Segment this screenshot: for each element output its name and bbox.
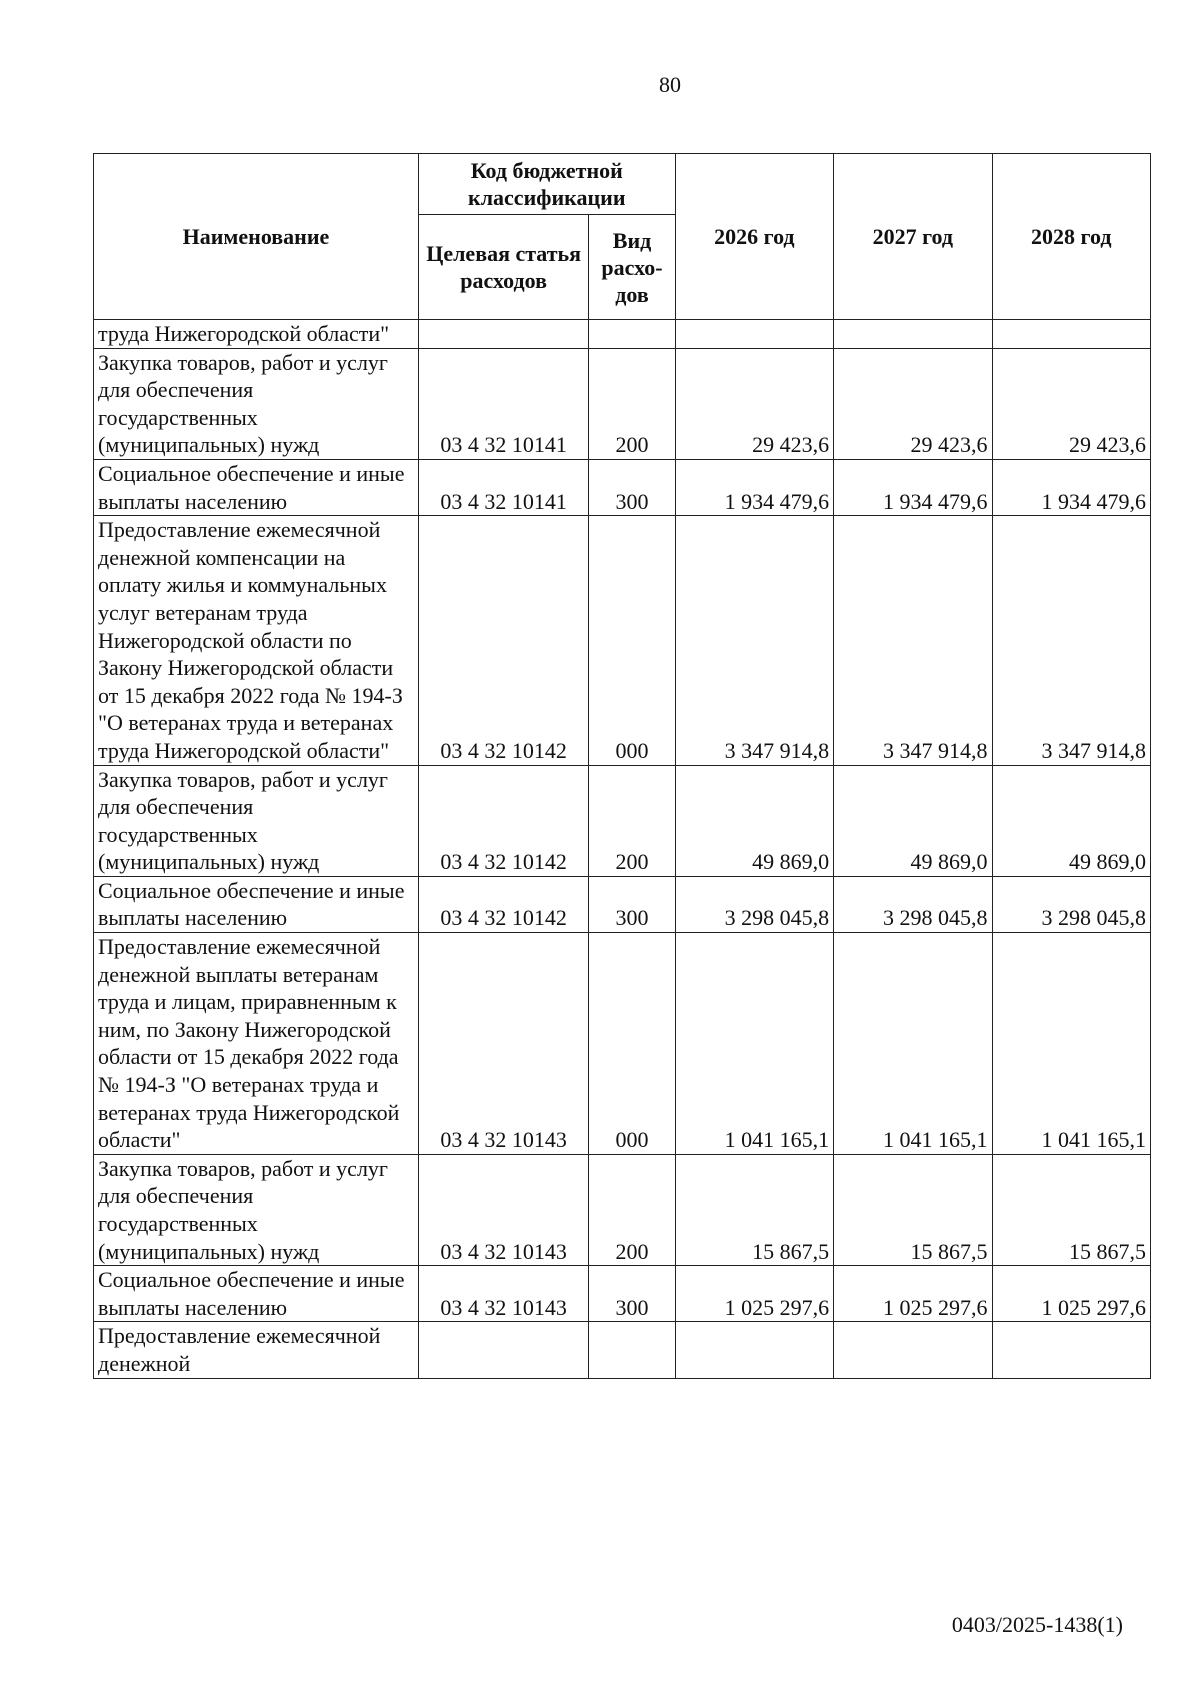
row-value-2027: 1 041 165,1 bbox=[834, 933, 992, 1155]
row-target-article: 03 4 32 10141 bbox=[418, 459, 588, 515]
row-value-2026 bbox=[675, 1322, 833, 1378]
table-header bbox=[94, 154, 1151, 320]
row-target-article: 03 4 32 10142 bbox=[418, 876, 588, 932]
table-body bbox=[94, 320, 1151, 1379]
row-value-2026: 1 041 165,1 bbox=[675, 933, 833, 1155]
row-value-2028: 29 423,6 bbox=[992, 348, 1151, 459]
row-value-2027: 1 934 479,6 bbox=[834, 459, 992, 515]
row-name: Закупка товаров, работ и услуг для обеспечения государственных (муниципальных) нужд bbox=[94, 765, 419, 876]
row-target-article: 03 4 32 10143 bbox=[418, 933, 588, 1155]
row-expense-type: 000 bbox=[589, 516, 675, 765]
table-row bbox=[94, 1154, 1151, 1265]
row-expense-type: 200 bbox=[589, 765, 675, 876]
row-value-2028: 1 025 297,6 bbox=[992, 1266, 1151, 1322]
row-value-2028: 1 041 165,1 bbox=[992, 933, 1151, 1155]
header-year-2026: 2026 год bbox=[675, 154, 833, 320]
row-name: Социальное обеспечение и иные выплаты населению bbox=[94, 876, 419, 932]
row-expense-type bbox=[589, 1322, 675, 1378]
row-value-2027 bbox=[834, 320, 992, 349]
header-kbk-group: Код бюджетной классификации bbox=[418, 154, 675, 215]
row-value-2028: 3 347 914,8 bbox=[992, 516, 1151, 765]
table-row bbox=[94, 765, 1151, 876]
row-expense-type bbox=[589, 320, 675, 349]
row-value-2027: 15 867,5 bbox=[834, 1154, 992, 1265]
row-expense-type: 200 bbox=[589, 348, 675, 459]
row-value-2028: 1 934 479,6 bbox=[992, 459, 1151, 515]
row-value-2027: 3 347 914,8 bbox=[834, 516, 992, 765]
row-value-2027 bbox=[834, 1322, 992, 1378]
row-expense-type: 000 bbox=[589, 933, 675, 1155]
header-name: Наименование bbox=[94, 154, 419, 320]
row-name: труда Нижегородской области" bbox=[94, 320, 419, 349]
row-name: Социальное обеспечение и иные выплаты населению bbox=[94, 459, 419, 515]
row-name: Социальное обеспечение и иные выплаты населению bbox=[94, 1266, 419, 1322]
table-row bbox=[94, 1266, 1151, 1322]
header-year-2027: 2027 год bbox=[834, 154, 992, 320]
page-number: 80 bbox=[659, 72, 681, 97]
row-value-2028 bbox=[992, 320, 1151, 349]
table-row bbox=[94, 320, 1151, 349]
row-value-2026: 1 934 479,6 bbox=[675, 459, 833, 515]
row-target-article: 03 4 32 10142 bbox=[418, 765, 588, 876]
table-row bbox=[94, 876, 1151, 932]
budget-table bbox=[93, 153, 1151, 1379]
row-value-2028 bbox=[992, 1322, 1151, 1378]
row-value-2026: 49 869,0 bbox=[675, 765, 833, 876]
row-name: Закупка товаров, работ и услуг для обеспечения государственных (муниципальных) нужд bbox=[94, 348, 419, 459]
table-row bbox=[94, 459, 1151, 515]
table-row bbox=[94, 933, 1151, 1155]
row-target-article bbox=[418, 1322, 588, 1378]
row-value-2026: 15 867,5 bbox=[675, 1154, 833, 1265]
table-row bbox=[94, 348, 1151, 459]
header-expense-type: Вид расхо-дов bbox=[589, 215, 675, 320]
row-value-2027: 1 025 297,6 bbox=[834, 1266, 992, 1322]
row-value-2027: 3 298 045,8 bbox=[834, 876, 992, 932]
row-name: Предоставление ежемесячной денежной компенсации на оплату жилья и коммунальных услуг ветеранам труда Нижегородской области по Закону Нижегородской области от 15 декабря 2022 года № 194-З "О ветеранах труда и ветеранах труда Нижегородской области" bbox=[94, 516, 419, 765]
row-value-2027: 29 423,6 bbox=[834, 348, 992, 459]
row-value-2026: 3 347 914,8 bbox=[675, 516, 833, 765]
row-name: Закупка товаров, работ и услуг для обеспечения государственных (муниципальных) нужд bbox=[94, 1154, 419, 1265]
row-target-article: 03 4 32 10142 bbox=[418, 516, 588, 765]
row-value-2028: 49 869,0 bbox=[992, 765, 1151, 876]
document-registration-code: 0403/2025-1438(1) bbox=[951, 1612, 1123, 1637]
row-expense-type: 300 bbox=[589, 1266, 675, 1322]
row-value-2027: 49 869,0 bbox=[834, 765, 992, 876]
row-value-2026 bbox=[675, 320, 833, 349]
row-value-2026: 29 423,6 bbox=[675, 348, 833, 459]
row-target-article: 03 4 32 10141 bbox=[418, 348, 588, 459]
row-target-article bbox=[418, 320, 588, 349]
row-expense-type: 300 bbox=[589, 876, 675, 932]
header-target-article: Целевая статья расходов bbox=[418, 215, 588, 320]
row-expense-type: 300 bbox=[589, 459, 675, 515]
row-value-2026: 1 025 297,6 bbox=[675, 1266, 833, 1322]
row-target-article: 03 4 32 10143 bbox=[418, 1154, 588, 1265]
row-value-2026: 3 298 045,8 bbox=[675, 876, 833, 932]
row-target-article: 03 4 32 10143 bbox=[418, 1266, 588, 1322]
header-year-2028: 2028 год bbox=[992, 154, 1151, 320]
row-value-2028: 15 867,5 bbox=[992, 1154, 1151, 1265]
table-row bbox=[94, 1322, 1151, 1378]
row-name: Предоставление ежемесячной денежной выплаты ветеранам труда и лицам, приравненным к ним, по Закону Нижегородской области от 15 декабря 2022 года № 194-З "О ветеранах труда и ветеранах труда Нижегородской области" bbox=[94, 933, 419, 1155]
row-expense-type: 200 bbox=[589, 1154, 675, 1265]
table-row bbox=[94, 516, 1151, 765]
row-value-2028: 3 298 045,8 bbox=[992, 876, 1151, 932]
row-name: Предоставление ежемесячной денежной bbox=[94, 1322, 419, 1378]
